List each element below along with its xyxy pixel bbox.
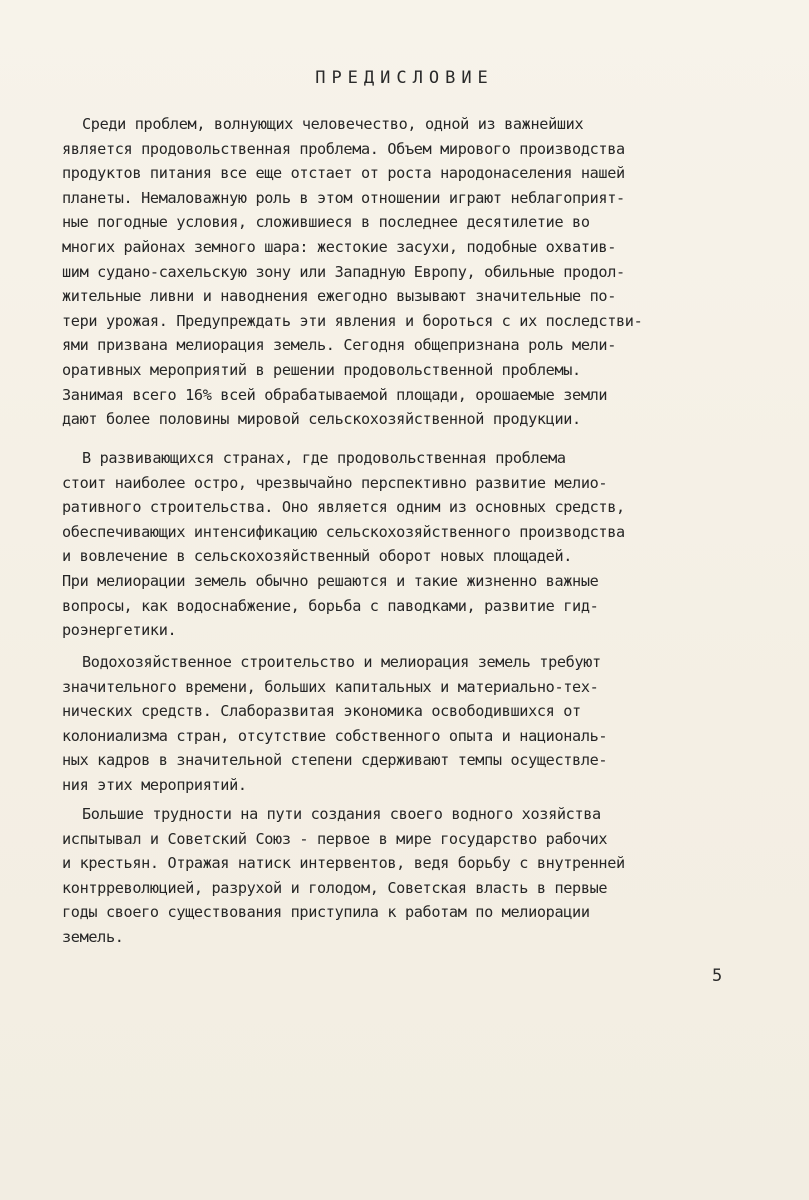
text-line: При мелиорации земель обычно решаются и такие жизненно важные bbox=[62, 571, 599, 590]
text-line: вопросы, как водоснабжение, борьба с паводками, развитие гид- bbox=[62, 596, 599, 615]
text-line: Большие трудности на пути создания своего водного хозяйства bbox=[82, 805, 601, 823]
text-line: жительные ливни и наводнения ежегодно вызывают значительные по- bbox=[62, 287, 617, 306]
page-number: 5 bbox=[712, 966, 723, 986]
text-line: колониализма стран, отсутствие собственного опыта и националь- bbox=[62, 726, 608, 745]
text-line: испытывал и Советский Союз - первое в мире государство рабочих bbox=[62, 829, 608, 848]
page-title: ПРЕДИСЛОВИЕ bbox=[315, 68, 494, 88]
text-line: и вовлечение в сельскохозяйственный оборот новых площадей. bbox=[62, 547, 573, 566]
text-line: значительного времени, больших капитальных и материально-тех- bbox=[62, 677, 599, 696]
text-line: земель. bbox=[62, 927, 124, 946]
text-line: и крестьян. Отражая натиск интервентов, ведя борьбу с внутренней bbox=[62, 854, 625, 873]
text-line: оративных мероприятий в решении продовольственной проблемы. bbox=[62, 360, 581, 379]
text-line: годы своего существования приступила к работам по мелиорации bbox=[62, 903, 590, 922]
text-line: ративного строительства. Оно является одним из основных средств, bbox=[62, 498, 625, 517]
paragraph-4 bbox=[62, 802, 762, 950]
text-line: ных кадров в значительной степени сдерживают темпы осуществле- bbox=[62, 751, 608, 770]
paragraph-1 bbox=[62, 112, 762, 432]
text-line: дают более половины мировой сельскохозяйственной продукции. bbox=[62, 410, 581, 429]
text-line: ями призвана мелиорация земель. Сегодня общепризнана роль мели- bbox=[62, 336, 617, 355]
text-line: ные погодные условия, сложившиеся в последнее десятилетие во bbox=[62, 213, 590, 232]
text-line: Среди проблем, волнующих человечество, одной из важнейших bbox=[82, 115, 584, 133]
text-line: продуктов питания все еще отстает от роста народонаселения нашей bbox=[62, 164, 625, 183]
text-line: нических средств. Слаборазвитая экономика освободившихся от bbox=[62, 702, 581, 721]
text-line: является продовольственная проблема. Объем мирового производства bbox=[62, 139, 625, 158]
text-line: контрреволюцией, разрухой и голодом, Советская власть в первые bbox=[62, 878, 608, 897]
paragraph-3 bbox=[62, 650, 762, 798]
text-line: обеспечивающих интенсификацию сельскохозяйственного производства bbox=[62, 522, 625, 541]
text-line: шим судано-сахельскую зону или Западную Европу, обильные продол- bbox=[62, 262, 625, 281]
text-line: Водохозяйственное строительство и мелиорация земель требуют bbox=[82, 653, 601, 671]
text-line: тери урожая. Предупреждать эти явления и бороться с их последстви- bbox=[62, 311, 643, 330]
text-line: ния этих мероприятий. bbox=[62, 775, 247, 794]
text-line: планеты. Немаловажную роль в этом отношении играют неблагоприят- bbox=[62, 188, 625, 207]
paragraph-2 bbox=[62, 446, 762, 643]
text-line: В развивающихся странах, где продовольственная проблема bbox=[82, 449, 566, 467]
text-line: стоит наиболее остро, чрезвычайно перспективно развитие мелио- bbox=[62, 473, 608, 492]
text-line: роэнергетики. bbox=[62, 621, 177, 640]
text-line: многих районах земного шара: жестокие засухи, подобные охватив- bbox=[62, 237, 617, 256]
text-line: Занимая всего 16% всей обрабатываемой площади, орошаемые земли bbox=[62, 385, 608, 404]
